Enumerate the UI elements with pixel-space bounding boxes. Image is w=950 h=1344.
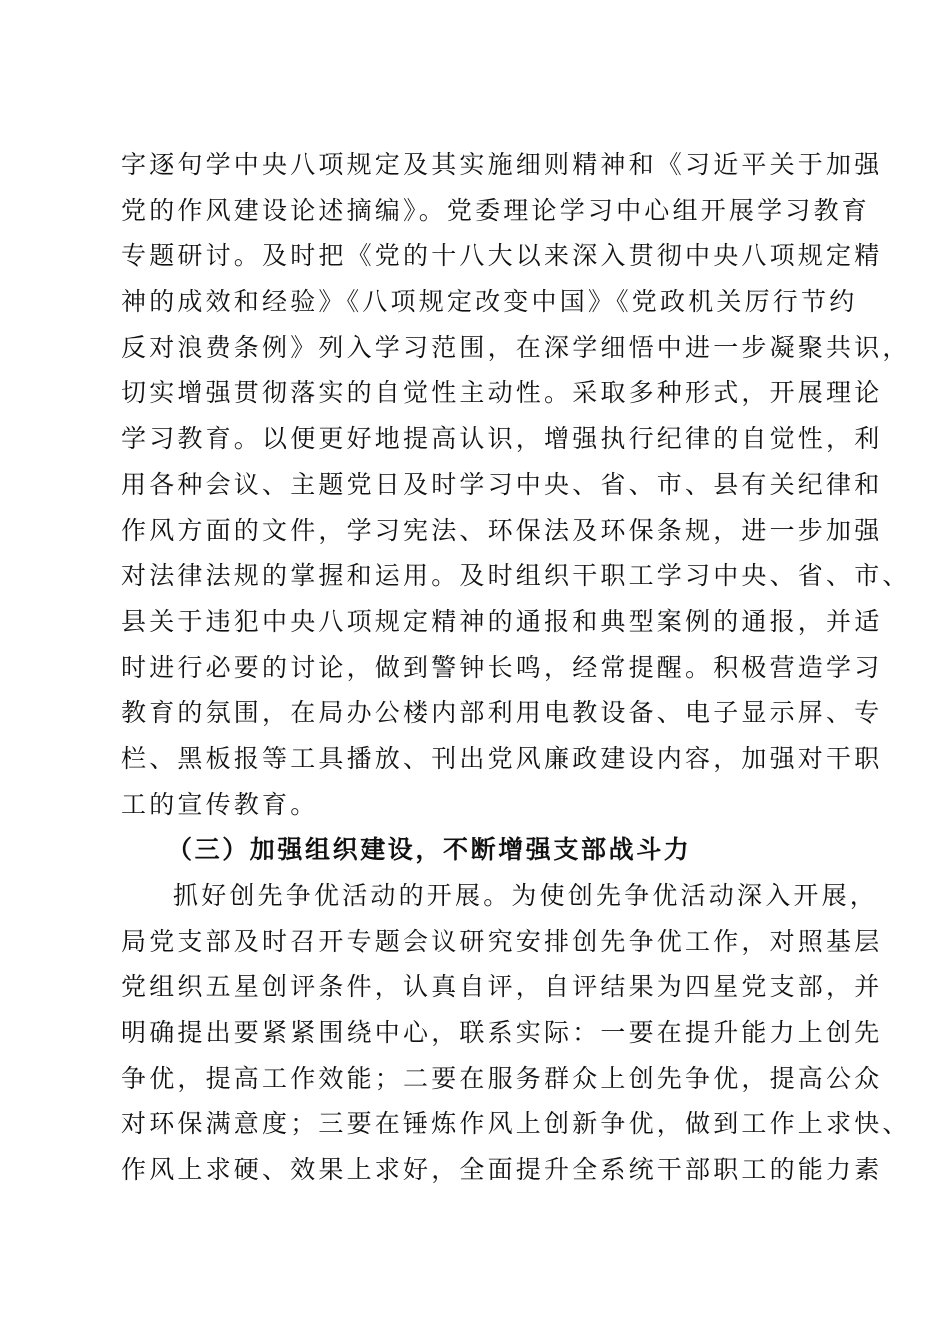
text-line: 工的宣传教育。 [121, 789, 319, 819]
text-line: 局党支部及时召开专题会议研究安排创先争优工作，对照基层 [121, 926, 883, 956]
text-line: 抓好创先争优活动的开展。为使创先争优活动深入开展， [173, 881, 879, 910]
text-line: 明确提出要紧紧围绕中心，联系实际：一要在提升能力上创先 [121, 1018, 883, 1048]
text-line: 时进行必要的讨论，做到警钟长鸣，经常提醒。积极营造学习 [121, 652, 883, 682]
text-line: 作风方面的文件，学习宪法、环保法及环保条规，进一步加强 [121, 515, 883, 545]
text-line: 神的成效和经验》《八项规定改变中国》《党政机关厉行节约 [121, 287, 858, 317]
text-line: 教育的氛围，在局办公楼内部利用电教设备、电子显示屏、专 [121, 698, 883, 728]
text-line: 学习教育。以便更好地提高认识，增强执行纪律的自觉性，利 [121, 424, 883, 454]
text-line: 用各种会议、主题党日及时学习中央、省、市、县有关纪律和 [121, 469, 883, 499]
text-line: 专题研讨。及时把《党的十八大以来深入贯彻中央八项规定精 [121, 241, 883, 271]
text-line: 县关于违犯中央八项规定精神的通报和典型案例的通报，并适 [121, 606, 883, 636]
text-line: 栏、黑板报等工具播放、刊出党风廉政建设内容，加强对干职 [121, 743, 883, 773]
document-body [121, 142, 911, 1193]
paragraph-2 [121, 873, 911, 1193]
text-line: 字逐句学中央八项规定及其实施细则精神和《习近平关于加强 [121, 150, 883, 179]
paragraph-1 [121, 142, 911, 827]
text-line: 反对浪费条例》列入学习范围，在深学细悟中进一步凝聚共识， [121, 332, 911, 362]
text-line: 对法律法规的掌握和运用。及时组织干职工学习中央、省、市、 [121, 561, 911, 591]
text-line: 切实增强贯彻落实的自觉性主动性。采取多种形式，开展理论 [121, 378, 883, 408]
section-heading: （三）加强组织建设，不断增强支部战斗力 [167, 835, 692, 865]
text-line: 对环保满意度；三要在锤炼作风上创新争优，做到工作上求快、 [121, 1109, 911, 1139]
text-line: 党组织五星创评条件，认真自评，自评结果为四星党支部，并 [121, 972, 883, 1002]
text-line: 争优，提高工作效能；二要在服务群众上创先争优，提高公众 [121, 1063, 883, 1093]
text-line: 作风上求硬、效果上求好，全面提升全系统干部职工的能力素 [121, 1155, 883, 1185]
text-line: 党的作风建设论述摘编》。党委理论学习中心组开展学习教育 [121, 195, 870, 225]
